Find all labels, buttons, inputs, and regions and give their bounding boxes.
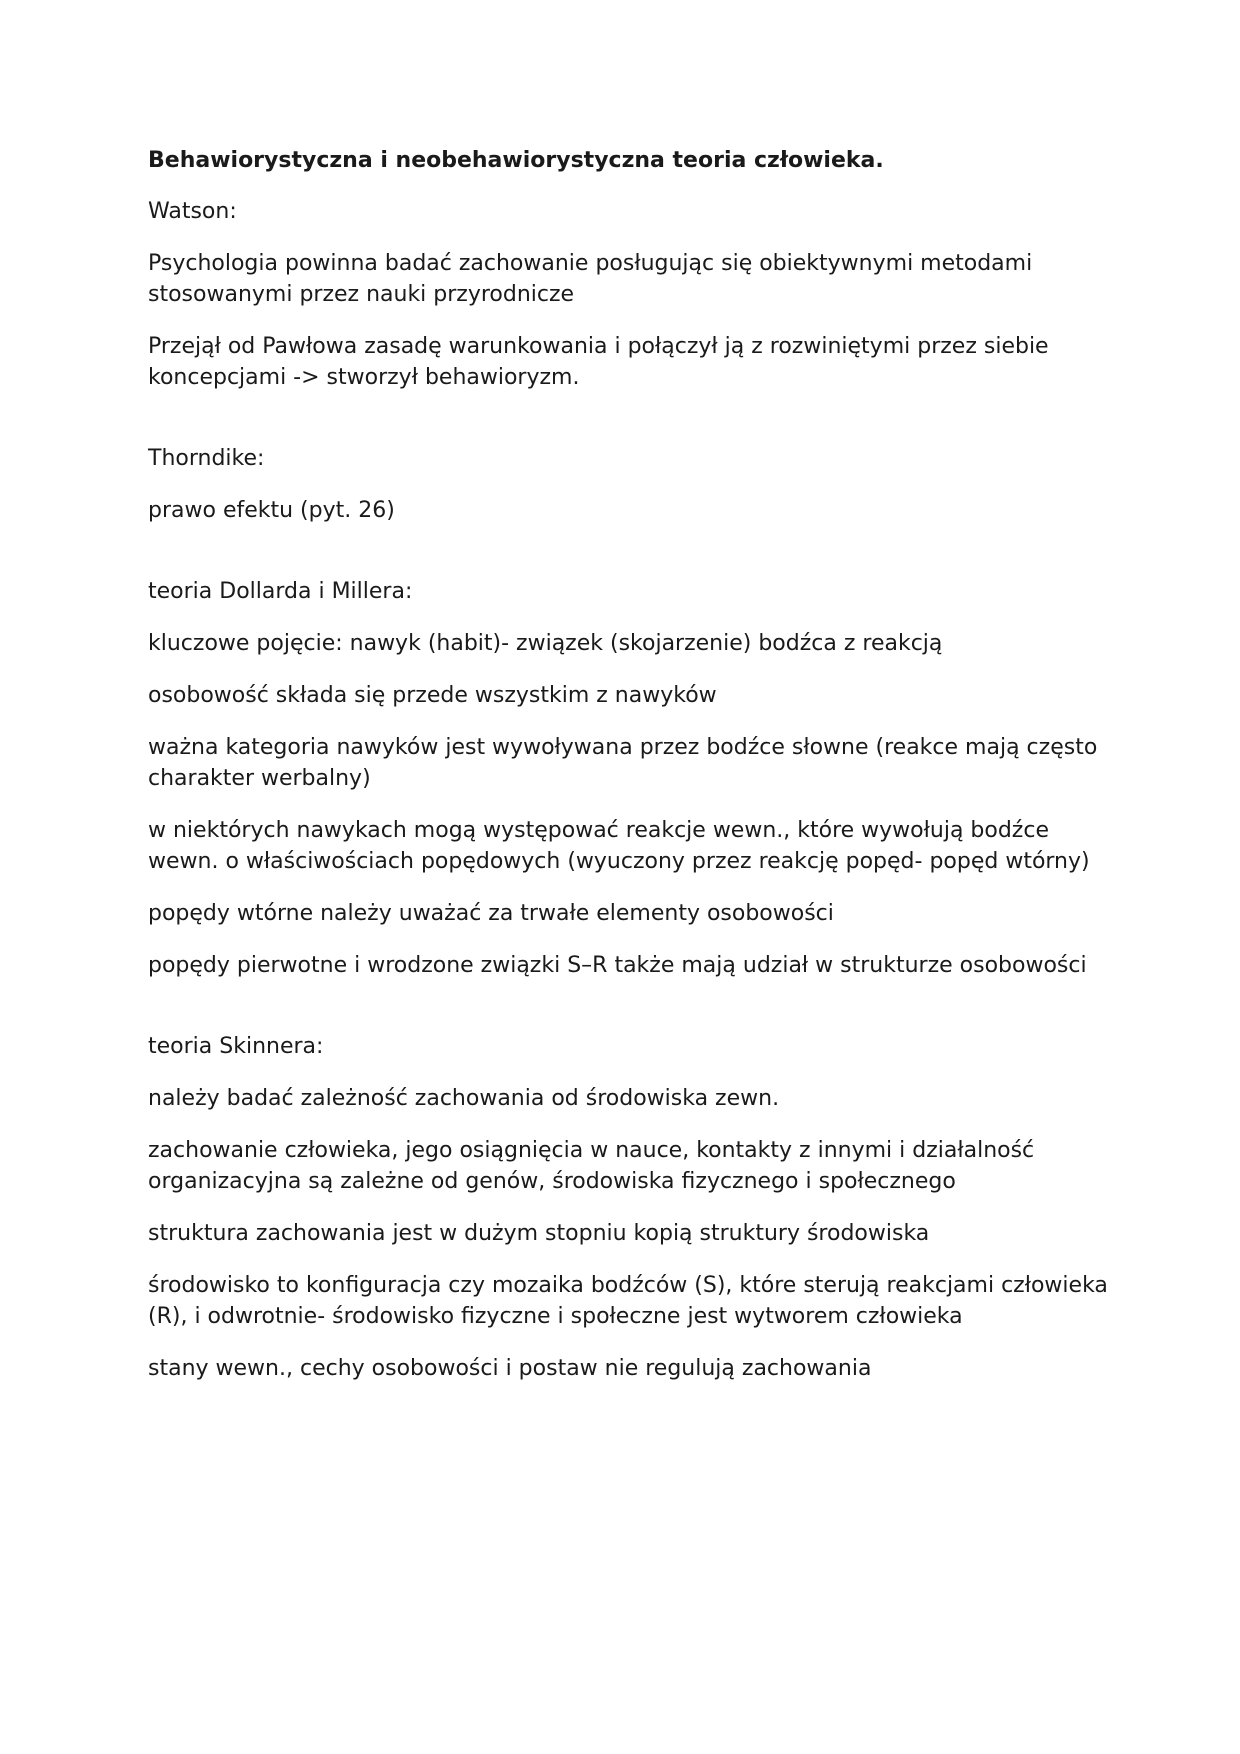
paragraph: należy badać zależność zachowania od środowiska zewn. xyxy=(148,1086,780,1111)
section-heading-skinner: teoria Skinnera: xyxy=(148,1034,324,1059)
paragraph: prawo efektu (pyt. 26) xyxy=(148,498,395,523)
paragraph: stany wewn., cechy osobowości i postaw nie regulują zachowania xyxy=(148,1356,872,1381)
paragraph: ważna kategoria nawyków jest wywoływana przez bodźce słowne (reakce mają często charakter werbalny) xyxy=(148,735,1098,791)
document-title: Behawiorystyczna i neobehawiorystyczna teoria człowieka. xyxy=(148,148,884,173)
document-body xyxy=(148,145,1108,1405)
paragraph: popędy pierwotne i wrodzone związki S–R także mają udział w strukturze osobowości xyxy=(148,953,1087,978)
paragraph: środowisko to konfiguracja czy mozaika bodźców (S), które sterują reakcjami człowieka (R), i odwrotnie- środowisko fizyczne i społeczne jest wytworem człowieka xyxy=(148,1273,1108,1329)
paragraph: zachowanie człowieka, jego osiągnięcia w nauce, kontakty z innymi i działalność organizacyjna są zależne od genów, środowiska fizycznego i społecznego xyxy=(148,1138,1035,1194)
paragraph: Przejął od Pawłowa zasadę warunkowania i połączył ją z rozwiniętymi przez siebie koncepcjami -> stworzył behawioryzm. xyxy=(148,334,1049,390)
paragraph: Psychologia powinna badać zachowanie posługując się obiektywnymi metodami stosowanymi przez nauki przyrodnicze xyxy=(148,251,1033,307)
section-heading-dollard-miller: teoria Dollarda i Millera: xyxy=(148,579,413,604)
paragraph: struktura zachowania jest w dużym stopniu kopią struktury środowiska xyxy=(148,1221,930,1246)
paragraph: w niektórych nawykach mogą występować reakcje wewn., które wywołują bodźce wewn. o właściwościach popędowych (wyuczony przez reakcję popęd- popęd wtórny) xyxy=(148,818,1090,874)
paragraph: popędy wtórne należy uważać za trwałe elementy osobowości xyxy=(148,901,834,926)
paragraph: kluczowe pojęcie: nawyk (habit)- związek (skojarzenie) bodźca z reakcją xyxy=(148,631,943,656)
section-heading-thorndike: Thorndike: xyxy=(148,446,265,471)
paragraph: osobowość składa się przede wszystkim z nawyków xyxy=(148,683,717,708)
section-heading-watson: Watson: xyxy=(148,199,237,224)
